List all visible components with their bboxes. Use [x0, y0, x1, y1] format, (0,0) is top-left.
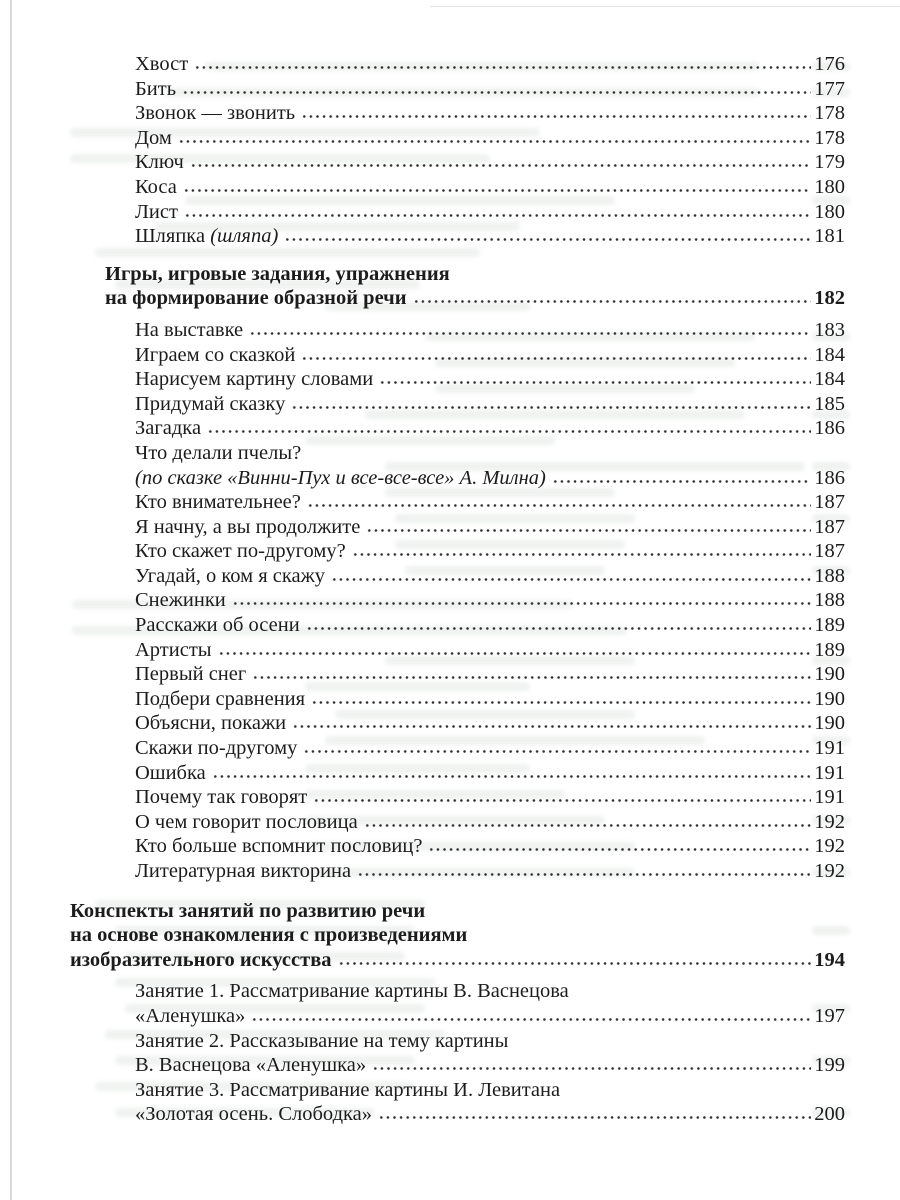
- entry-text: Угадай, о ком я скажу: [135, 564, 326, 587]
- page-number: 184: [814, 368, 845, 391]
- toc-entry: [0, 687, 845, 712]
- dot-leader: [413, 299, 812, 304]
- entry-text: Коса: [135, 175, 177, 198]
- page-number: 184: [814, 343, 845, 366]
- toc-entry: [0, 77, 845, 102]
- entry-text: Шляпка: [135, 225, 211, 248]
- dot-leader: [184, 213, 811, 218]
- dot-leader: [252, 675, 811, 680]
- dot-leader: [190, 163, 812, 168]
- toc-line: [135, 318, 845, 343]
- toc-line: [135, 711, 845, 736]
- dot-leader: [303, 749, 811, 754]
- entry-text: на основе ознакомления с произведениями: [70, 924, 468, 947]
- page-number: 179: [814, 151, 845, 174]
- dot-leader: [212, 774, 812, 779]
- page-number: 188: [814, 564, 845, 587]
- dot-leader: [366, 528, 811, 533]
- toc-heading: [0, 262, 845, 311]
- toc-entry: [0, 52, 845, 77]
- dot-leader: [428, 847, 811, 852]
- entry-text: Занятие 2. Рассказывание на тему картины: [135, 1029, 509, 1052]
- toc-line: [135, 1029, 845, 1054]
- dot-leader: [311, 700, 811, 705]
- toc-entry: [0, 711, 845, 736]
- toc-line: [135, 343, 845, 368]
- page-number: 180: [814, 175, 845, 198]
- dot-leader: [182, 90, 811, 95]
- page-number: 182: [814, 287, 845, 310]
- toc-entry: [0, 761, 845, 786]
- page-number: 192: [814, 810, 845, 833]
- toc-line: [135, 638, 845, 663]
- toc-line: [135, 200, 845, 225]
- toc-line: [135, 736, 845, 761]
- page-number: 199: [814, 1054, 845, 1077]
- page-number: 183: [814, 318, 845, 341]
- dot-leader: [292, 724, 811, 729]
- toc-entry: [0, 367, 845, 392]
- page-number: 197: [814, 1004, 845, 1027]
- toc-line: [70, 899, 845, 924]
- page-number: 191: [814, 737, 845, 760]
- entry-text: изобразительного искусства: [70, 948, 332, 971]
- toc-line: [135, 367, 845, 392]
- entry-text: Подбери сравнения: [135, 687, 306, 710]
- entry-text: На выставке: [135, 318, 244, 341]
- page-number: 185: [814, 392, 845, 415]
- entry-text: Литературная викторина: [135, 860, 352, 882]
- entry-text: Снежинки: [135, 589, 226, 612]
- dot-leader: [207, 429, 811, 434]
- toc-line: [135, 662, 845, 687]
- entry-text: Придумай сказку: [135, 392, 286, 415]
- dot-leader: [379, 380, 811, 385]
- entry-text: Артисты: [135, 638, 212, 661]
- page-number: 187: [814, 515, 845, 538]
- page-number: 178: [814, 102, 845, 125]
- entry-text: Игры, игровые задания, упражнения: [105, 262, 450, 285]
- entry-text: Почему так говорят: [135, 786, 308, 809]
- entry-text: (шляпа): [210, 225, 279, 248]
- entry-text: Лист: [135, 200, 178, 223]
- toc-line: [135, 979, 845, 1004]
- page-number: 180: [814, 200, 845, 223]
- entry-text: Загадка: [135, 417, 202, 440]
- entry-text: Звонок — звонить: [135, 102, 296, 125]
- entry-text: Занятие 3. Рассматривание картины И. Левитана: [135, 1078, 561, 1101]
- dot-leader: [301, 356, 811, 361]
- toc-line: [135, 416, 845, 441]
- page-number: 190: [814, 687, 845, 710]
- toc-line: [135, 761, 845, 786]
- toc-line: [135, 515, 845, 540]
- toc-line: [105, 286, 845, 311]
- entry-text: Хвост: [135, 53, 189, 75]
- page-number: 181: [814, 225, 845, 248]
- toc-entry: [0, 200, 845, 225]
- entry-text: на формирование образной речи: [105, 287, 407, 310]
- toc-line: [135, 490, 845, 515]
- toc-line: [105, 262, 845, 287]
- toc-entry: [0, 588, 845, 613]
- page-number: 177: [814, 77, 845, 100]
- toc-entry: [0, 785, 845, 810]
- page-number: 189: [814, 614, 845, 637]
- page-number: 191: [814, 761, 845, 784]
- toc-entry: [0, 224, 845, 249]
- dot-leader: [552, 479, 811, 484]
- toc-entry: [0, 736, 845, 761]
- toc-entry: [0, 539, 845, 564]
- dot-leader: [218, 651, 812, 656]
- table-of-contents: [0, 52, 900, 1127]
- entry-text: Конспекты занятий по развитию речи: [70, 899, 426, 922]
- toc-entry: [0, 490, 845, 515]
- scan-edge-top: [430, 6, 900, 7]
- toc-entry: [0, 416, 845, 441]
- toc-line: [135, 859, 845, 884]
- toc-line: [70, 923, 845, 948]
- dot-leader: [364, 823, 812, 828]
- dot-leader: [307, 503, 811, 508]
- entry-text: Ошибка: [135, 761, 206, 784]
- toc-line: [135, 466, 845, 491]
- toc-entry: [0, 101, 845, 126]
- page-number: 188: [814, 589, 845, 612]
- toc-line: [135, 588, 845, 613]
- entry-text: «Аленушка»: [135, 1004, 246, 1027]
- toc-line: [135, 126, 845, 151]
- toc-line: [135, 441, 845, 466]
- toc-line: [135, 564, 845, 589]
- entry-text: Что делали пчелы?: [135, 441, 302, 464]
- page-number: 178: [814, 126, 845, 149]
- toc-line: [135, 687, 845, 712]
- toc-line: [135, 613, 845, 638]
- toc-line: [135, 150, 845, 175]
- dot-leader: [249, 331, 811, 336]
- dot-leader: [357, 872, 811, 877]
- entry-text: Объясни, покажи: [135, 712, 287, 735]
- toc-entry: [0, 979, 845, 1028]
- toc-entry: [0, 638, 845, 663]
- toc-entry: [0, 392, 845, 417]
- toc-line: [135, 101, 845, 126]
- toc-line: [135, 175, 845, 200]
- toc-entry: [0, 318, 845, 343]
- toc-entry: [0, 343, 845, 368]
- dot-leader: [284, 237, 811, 242]
- entry-text: Скажи по-другому: [135, 737, 298, 760]
- page-number: 190: [814, 712, 845, 735]
- page-number: 187: [814, 540, 845, 563]
- page-number: 191: [814, 786, 845, 809]
- dot-leader: [183, 188, 811, 193]
- toc-line: [135, 539, 845, 564]
- toc-line: [135, 52, 845, 77]
- toc-line: [135, 224, 845, 249]
- page-number: 187: [814, 491, 845, 514]
- page-number: 176: [814, 53, 845, 75]
- entry-text: «Золотая осень. Слободка»: [135, 1103, 373, 1126]
- entry-text: Я начну, а вы продолжите: [135, 515, 361, 538]
- dot-leader: [352, 552, 812, 557]
- dot-leader: [178, 139, 811, 144]
- entry-text: Бить: [135, 77, 177, 100]
- entry-text: Занятие 1. Рассматривание картины В. Васнецова: [135, 980, 569, 1003]
- entry-text: В. Васнецова «Аленушка»: [135, 1054, 367, 1077]
- page-number: 189: [814, 638, 845, 661]
- toc-entry: [0, 613, 845, 638]
- page-number: 190: [814, 663, 845, 686]
- dot-leader: [251, 1017, 811, 1022]
- entry-text: Расскажи об осени: [135, 614, 300, 637]
- toc-line: [135, 1053, 845, 1078]
- page-number: 194: [814, 948, 845, 971]
- entry-text: Играем со сказкой: [135, 343, 296, 366]
- entry-text: (по сказке «Винни-Пух и все-все-все» А. Милна): [135, 466, 546, 489]
- toc-line: [135, 1102, 845, 1127]
- dot-leader: [194, 65, 811, 70]
- page-number: 186: [814, 417, 845, 440]
- toc-line: [135, 810, 845, 835]
- page-number: 192: [814, 860, 845, 882]
- dot-leader: [378, 1115, 811, 1120]
- dot-leader: [306, 626, 812, 631]
- toc-line: [135, 1078, 845, 1103]
- entry-text: Кто скажет по-другому?: [135, 540, 346, 563]
- page-number: 192: [814, 835, 845, 858]
- toc-entry: [0, 1029, 845, 1078]
- toc-entry: [0, 150, 845, 175]
- entry-text: Нарисуем картину словами: [135, 368, 374, 391]
- toc-entry: [0, 810, 845, 835]
- entry-text: Кто больше вспомнит пословиц?: [135, 835, 423, 858]
- toc-line: [135, 77, 845, 102]
- toc-entry: [0, 126, 845, 151]
- dot-leader: [338, 961, 812, 966]
- entry-text: Кто внимательнее?: [135, 491, 301, 514]
- page-number: 200: [814, 1103, 845, 1126]
- toc-entry: [0, 662, 845, 687]
- toc-line: [135, 392, 845, 417]
- entry-text: Дом: [135, 126, 172, 149]
- toc-line: [135, 834, 845, 859]
- entry-text: О чем говорит пословица: [135, 810, 358, 833]
- toc-line: [135, 1004, 845, 1029]
- dot-leader: [331, 577, 811, 582]
- toc-line: [70, 948, 845, 973]
- toc-entry: [0, 834, 845, 859]
- entry-text: Первый снег: [135, 663, 247, 686]
- toc-entry: [0, 515, 845, 540]
- toc-line: [135, 785, 845, 810]
- toc-entry: [0, 441, 845, 490]
- entry-text: Ключ: [135, 151, 184, 174]
- toc-entry: [0, 564, 845, 589]
- toc-entry: [0, 859, 845, 884]
- dot-leader: [232, 601, 811, 606]
- dot-leader: [313, 798, 811, 803]
- toc-entry: [0, 175, 845, 200]
- toc-heading: [0, 899, 845, 973]
- dot-leader: [291, 405, 811, 410]
- toc-entry: [0, 1078, 845, 1127]
- dot-leader: [301, 114, 811, 119]
- dot-leader: [372, 1066, 811, 1071]
- page-number: 186: [814, 466, 845, 489]
